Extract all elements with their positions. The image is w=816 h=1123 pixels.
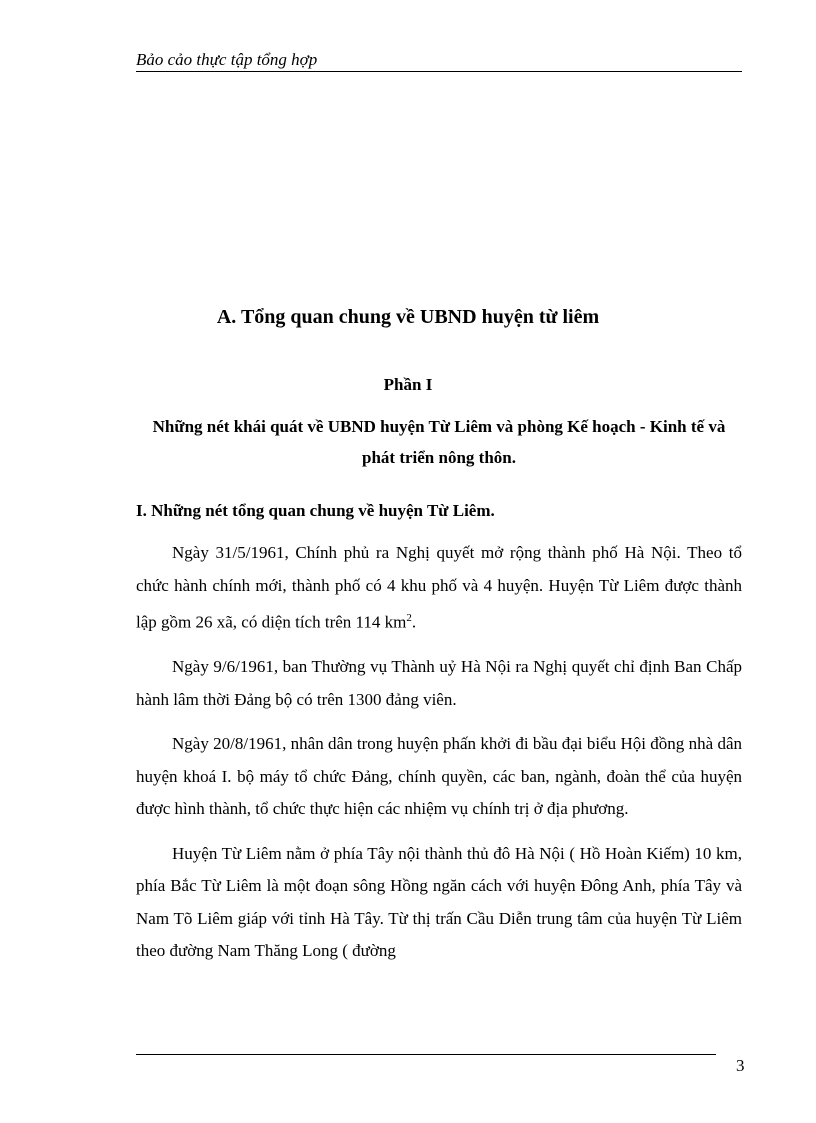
body-text — [136, 537, 742, 980]
footer-rule — [136, 1054, 716, 1055]
area-superscript: 2 — [406, 612, 412, 624]
paragraph — [136, 537, 742, 639]
paragraph: Ngày 9/6/1961, ban Thường vụ Thành uỷ Hà Nội ra Nghị quyết chỉ định Ban Chấp hành lâm thời Đảng bộ có trên 1300 đảng viên. — [136, 657, 742, 709]
page-number: 3 — [736, 1056, 745, 1075]
part-subtitle: Những nét khái quát về UBND huyện Từ Liêm và phòng Kế hoạch - Kinh tế và phát triển nông thôn. — [152, 417, 726, 467]
section-heading: I. Những nét tổng quan chung về huyện Từ Liêm. — [136, 501, 495, 520]
paragraph: Ngày 20/8/1961, nhân dân trong huyện phấn khởi đi bầu đại biểu Hội đồng nhà dân huyện khoá I. bộ máy tổ chức Đảng, chính quyền, các ban, ngành, đoàn thể của huyện được hình thành, tổ chức thực hiện các nhiệm vụ chính trị ở địa phương. — [136, 734, 742, 819]
paragraph: Huyện Từ Liêm nằm ở phía Tây nội thành thủ đô Hà Nội ( Hồ Hoàn Kiếm) 10 km, phía Bắc Từ Liêm là một đoạn sông Hồng ngăn cách với huyện Đông Anh, phía Tây và Nam Tõ Liêm giáp với tỉnh Hà Tây. Từ thị trấn Cầu Diễn trung tâm của huyện Từ Liêm theo đường Nam Thăng Long ( đường — [136, 843, 742, 961]
chapter-title: A. Tổng quan chung về UBND huyện từ liêm — [216, 306, 600, 328]
part-heading: Phần I — [383, 375, 433, 394]
area-end: . — [411, 612, 417, 632]
running-header: Bảo cảo thực tập tổng hợp — [136, 50, 742, 72]
paragraph-text: Ngày 31/5/1961, Chính phủ ra Nghị quyết mở rộng thành phố Hà Nội. Theo tổ chức hành chính mới, thành phố có 4 khu phố và 4 huyện. Huyện Từ Liêm được thành lập gồm 26 xã, có diện tích trên 114 km — [136, 543, 742, 632]
